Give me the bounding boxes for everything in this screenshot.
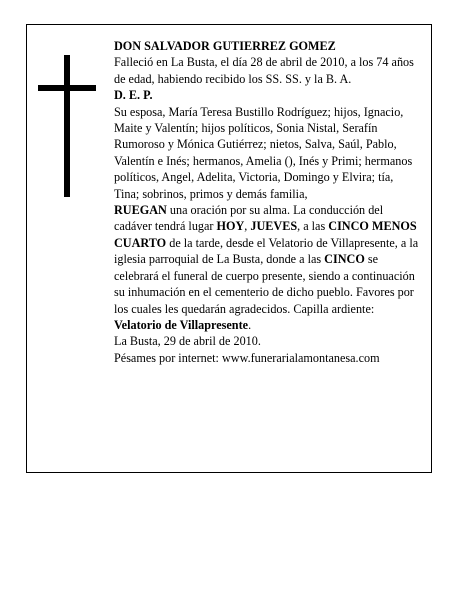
announcement-text-2: , — [244, 219, 251, 234]
announcement-time: CINCO MENOS CUARTO — [114, 219, 417, 250]
ruegan-label: RUEGAN — [114, 203, 167, 218]
announcement-cinco: CINCO — [324, 252, 365, 267]
family-list: Su esposa, María Teresa Bustillo Rodríguez; hijos, Ignacio, Maite y Valentín; hijos políticos, Sonia Nistal, Serafín Rumoroso y Mónica Gutiérrez; nietos, Salva, Saúl, Pablo, Valentín e Inés; hermanos, Amelia (), Inés y Primi; hermanos políticos, Angel, Adelita, Victoria, Domingo y Elvira; tía, Tina; sobrinos, primos y demás familia, — [114, 104, 413, 201]
death-info: Falleció en La Busta, el día 28 de abril de 2010, a los 74 años de edad, habiendo recibido los SS. SS. y la B. A. — [114, 55, 414, 86]
announcement-hoy: HOY — [216, 219, 245, 234]
condolences-web: Pésames por internet: www.funerarialamontanesa.com — [114, 350, 380, 365]
announcement-text-5: se celebrará el funeral de cuerpo presente, siendo a continuación su inhumación en el cementerio de dicho pueblo. Favores por los cuales les quedarán agradecidos. Capilla ardiente: — [114, 252, 415, 316]
announcement-text-6: . — [248, 317, 252, 332]
obituary-text — [114, 38, 420, 366]
deceased-name: DON SALVADOR GUTIERREZ GOMEZ — [114, 39, 336, 53]
cross-icon-vertical — [64, 55, 70, 197]
funeral-announcement — [114, 202, 420, 333]
announcement-text-1: una oración por su alma. La conducción del cadáver tendrá lugar — [114, 203, 384, 234]
announcement-text-4: de la tarde, desde el Velatorio de Villapresente, a la iglesia parroquial de La Busta, donde a las — [114, 235, 419, 267]
announcement-velatorio: Velatorio de Villapresente — [114, 317, 249, 332]
announcement-jueves: JUEVES — [250, 219, 298, 234]
rest-in-peace: D. E. P. — [114, 88, 153, 103]
place-date: La Busta, 29 de abril de 2010. — [114, 334, 261, 349]
cross-icon-horizontal — [38, 85, 96, 91]
announcement-text-3: , a las — [297, 219, 329, 234]
